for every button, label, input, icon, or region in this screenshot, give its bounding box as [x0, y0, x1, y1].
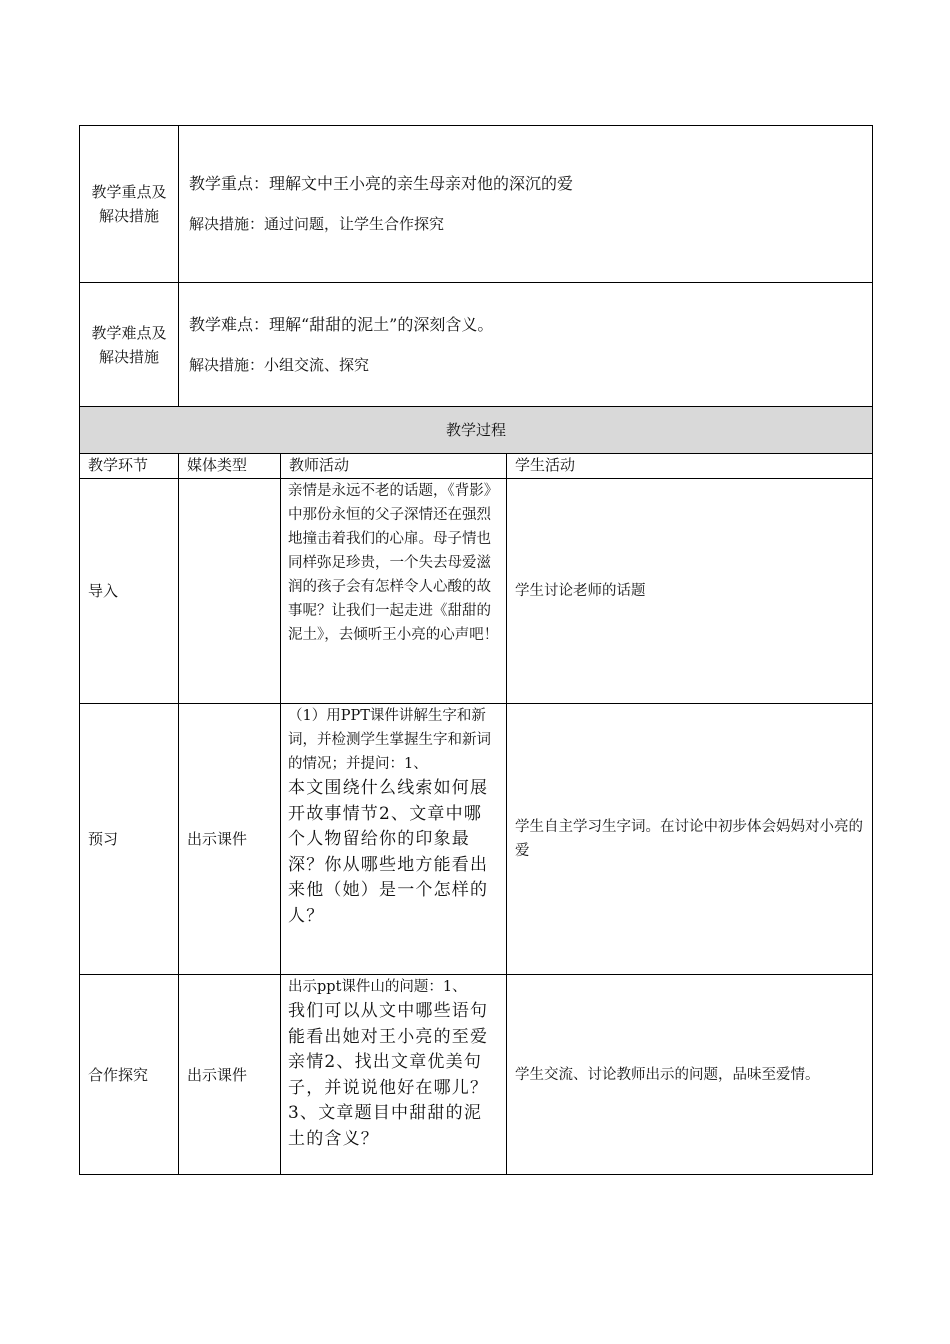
- process-title: 教学过程: [80, 407, 873, 454]
- difficult-point-text: 教学难点：理解“甜甜的泥土”的深刻含义。: [189, 314, 494, 334]
- key-point-measure: 解决措施：通过问题，让学生合作探究: [189, 215, 445, 233]
- table-row: [80, 479, 873, 704]
- difficult-points-content: [179, 283, 873, 407]
- stage-cell: 导入: [80, 479, 179, 704]
- teacher-activity-text: 出示ppt课件山的问题：1、: [288, 979, 467, 995]
- stage-cell: 预习: [80, 704, 179, 975]
- header-teacher: 教师活动: [281, 454, 507, 479]
- process-header-row: [80, 407, 873, 454]
- key-points-row: [80, 126, 873, 283]
- teacher-activity-cell: [281, 704, 507, 975]
- difficult-points-label: 教学难点及解决措施: [80, 283, 179, 407]
- media-cell: [179, 479, 281, 704]
- media-cell: 出示课件: [179, 975, 281, 1175]
- difficult-point-measure: 解决措施：小组交流、探究: [189, 355, 370, 374]
- key-points-label: 教学重点及解决措施: [80, 126, 179, 283]
- teacher-activity-questions: 我们可以从文中哪些语句能看出她对王小亮的至爱亲情2、找出文章优美句子，并说说他好在哪儿？3、文章题目中甜甜的泥土的含义？: [288, 1001, 489, 1149]
- key-point-text: 教学重点：理解文中王小亮的亲生母亲对他的深沉的爱: [189, 174, 574, 193]
- student-activity-cell: 学生自主学习生字词。在讨论中初步体会妈妈对小亮的爱: [507, 704, 873, 975]
- key-points-content: [179, 126, 873, 283]
- lesson-plan-table: [79, 125, 873, 1175]
- difficult-points-row: [80, 283, 873, 407]
- table-row: [80, 704, 873, 975]
- column-header-row: [80, 454, 873, 479]
- table-row: [80, 975, 873, 1175]
- header-stage: 教学环节: [80, 454, 179, 479]
- media-cell: 出示课件: [179, 704, 281, 975]
- student-activity-cell: 学生交流、讨论教师出示的问题，品味至爱情。: [507, 975, 873, 1175]
- header-media: 媒体类型: [179, 454, 281, 479]
- stage-cell: 合作探究: [80, 975, 179, 1175]
- teacher-activity-cell: [281, 479, 507, 704]
- header-student: 学生活动: [507, 454, 873, 479]
- student-activity-cell: 学生讨论老师的话题: [507, 479, 873, 704]
- teacher-activity-text: 亲情是永远不老的话题，《背影》中那份永恒的父子深情还在强烈地撞击着我们的心扉。母子情也同样弥足珍贵，一个失去母爱滋润的孩子会有怎样令人心酸的故事呢？让我们一起走进《甜甜的泥土》，去倾听王小亮的心声吧！: [288, 483, 499, 643]
- teacher-activity-cell: [281, 975, 507, 1175]
- teacher-activity-questions: 本文围绕什么线索如何展开故事情节2、文章中哪个人物留给你的印象最深？你从哪些地方能看出来他（她）是一个怎样的人？: [288, 778, 489, 926]
- teacher-activity-text: （1）用PPT课件讲解生字和新词，并检测学生掌握生字和新词的情况；并提问：1、: [288, 708, 491, 772]
